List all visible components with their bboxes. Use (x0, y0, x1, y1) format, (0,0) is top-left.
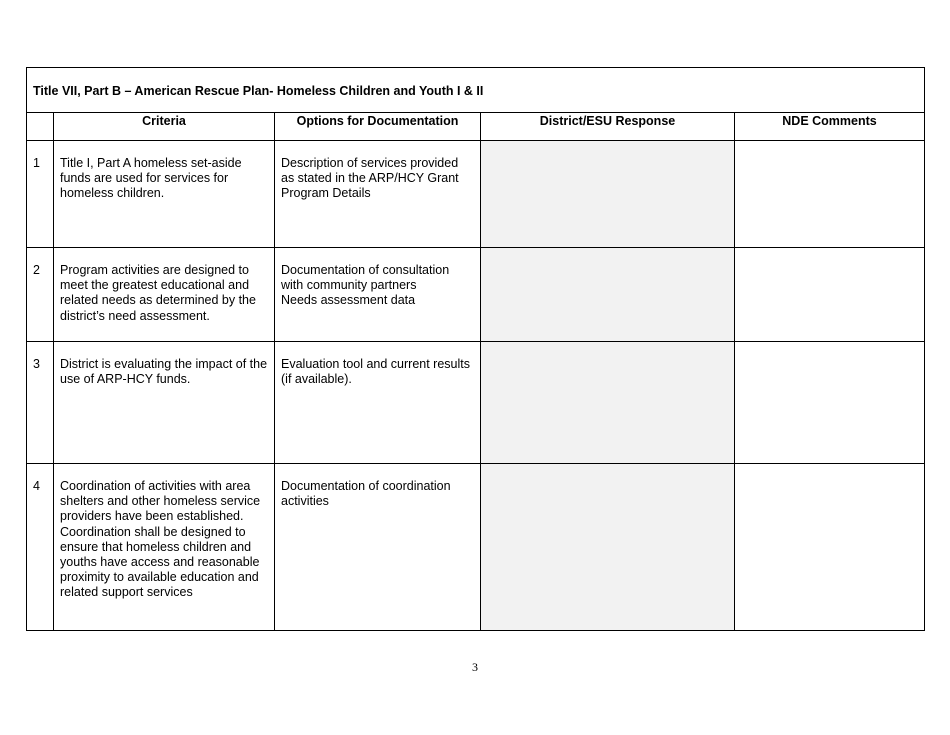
table-row (27, 141, 925, 248)
comments-field[interactable] (735, 342, 925, 464)
row-number: 2 (33, 263, 40, 277)
options-cell (275, 248, 481, 342)
criteria-text: Title I, Part A homeless set-aside funds are used for services for homeless children. (60, 156, 242, 201)
row-number-cell (27, 248, 54, 342)
row-number-cell (27, 342, 54, 464)
options-cell (275, 342, 481, 464)
table-row (27, 248, 925, 342)
response-field[interactable] (481, 464, 735, 631)
row-number: 3 (33, 357, 40, 371)
criteria-cell (54, 248, 275, 342)
options-cell (275, 141, 481, 248)
criteria-cell (54, 464, 275, 631)
comments-field[interactable] (735, 464, 925, 631)
options-text: Documentation of coordination activities (281, 479, 451, 509)
header-response: District/ESU Response (481, 113, 735, 141)
row-number-cell (27, 464, 54, 631)
row-number-cell (27, 141, 54, 248)
comments-field[interactable] (735, 248, 925, 342)
header-number (27, 113, 54, 141)
options-cell (275, 464, 481, 631)
options-text: Documentation of consultation with community partners Needs assessment data (281, 263, 450, 308)
table-title: Title VII, Part B – American Rescue Plan- Homeless Children and Youth I & II (33, 84, 484, 98)
table-row (27, 342, 925, 464)
response-field[interactable] (481, 248, 735, 342)
header-comments: NDE Comments (735, 113, 925, 141)
criteria-cell (54, 141, 275, 248)
row-number: 1 (33, 156, 40, 170)
response-field[interactable] (481, 342, 735, 464)
header-options: Options for Documentation (275, 113, 481, 141)
response-field[interactable] (481, 141, 735, 248)
criteria-cell (54, 342, 275, 464)
row-number: 4 (33, 479, 40, 493)
criteria-text: District is evaluating the impact of the use of ARP-HCY funds. (60, 357, 268, 387)
header-criteria: Criteria (54, 113, 275, 141)
table-title-row (27, 68, 925, 113)
review-table (26, 67, 925, 631)
table-row (27, 464, 925, 631)
criteria-text: Coordination of activities with area shelters and other homeless service providers have been established. Coordination shall be designed to ensure that homeless children and youths have access and reasonable proximity to available education and related support services (60, 479, 261, 600)
comments-field[interactable] (735, 141, 925, 248)
table-title-cell (27, 68, 925, 113)
options-text: Evaluation tool and current results (if available). (281, 357, 470, 387)
criteria-text: Program activities are designed to meet the greatest educational and related needs as determined by the district’s need assessment. (60, 263, 256, 323)
options-text: Description of services provided as stated in the ARP/HCY Grant Program Details (281, 156, 459, 201)
header-row (27, 113, 925, 141)
page-number: 3 (472, 660, 478, 674)
